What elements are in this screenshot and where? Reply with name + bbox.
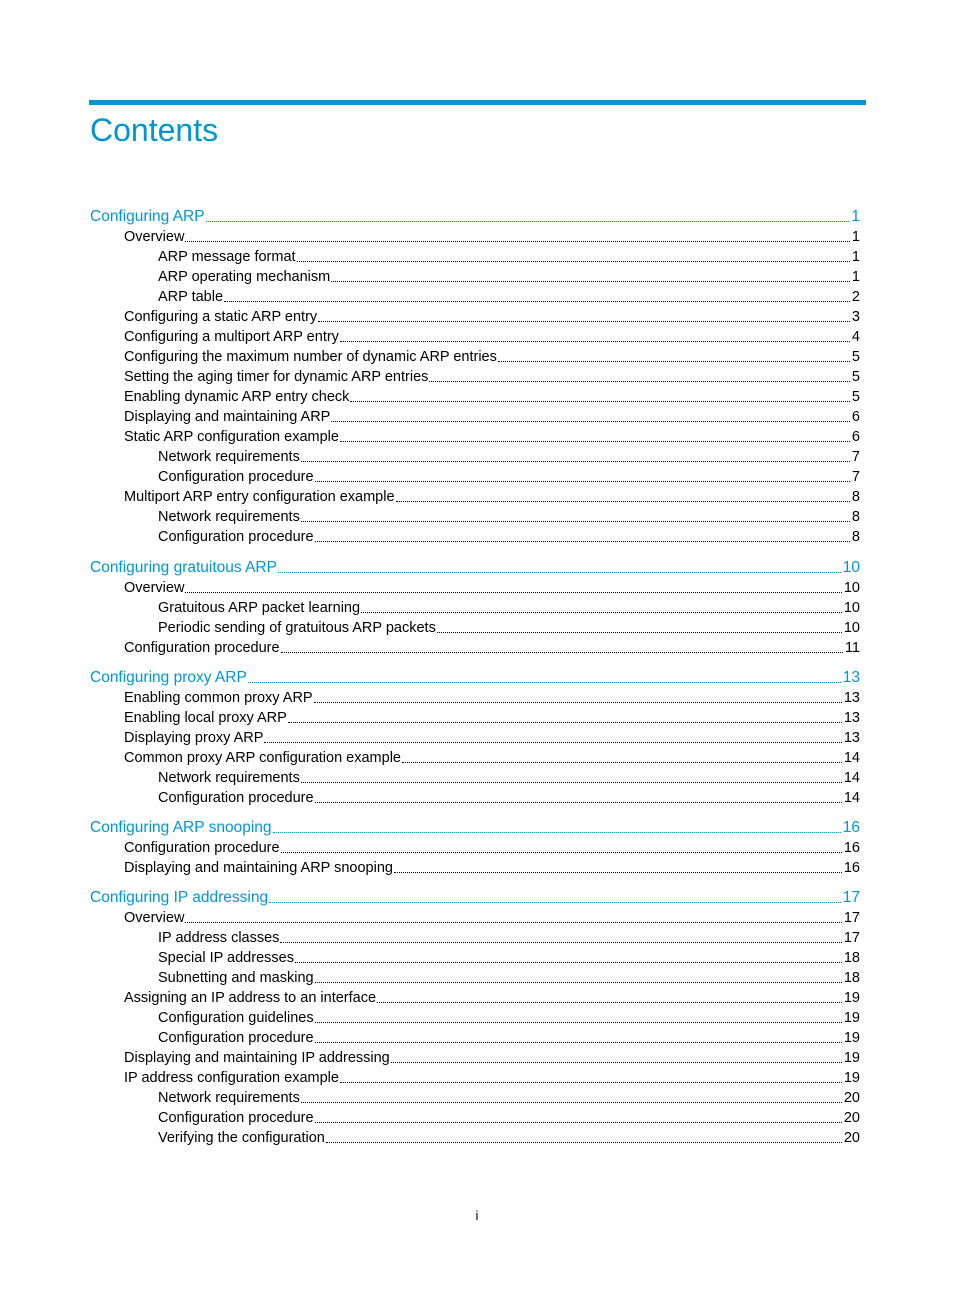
toc-entry-page-number: 19: [843, 1050, 860, 1066]
dot-leader: [315, 801, 842, 803]
toc-entry-level3[interactable]: [158, 788, 860, 808]
toc-entry-page-number: 13: [842, 669, 860, 686]
toc-entry-level3[interactable]: [158, 1028, 860, 1048]
toc-entry-level3[interactable]: [158, 928, 860, 948]
dot-leader: [288, 721, 842, 723]
toc-entry-title: Network requirements: [158, 449, 300, 465]
toc-entry-level3[interactable]: [158, 948, 860, 968]
toc-entry-level3[interactable]: [158, 447, 860, 467]
dot-leader: [295, 961, 842, 963]
dot-leader: [269, 901, 841, 903]
dot-leader: [391, 1061, 842, 1063]
toc-entry-level2[interactable]: [124, 908, 860, 928]
dot-leader: [437, 631, 842, 633]
toc-entry-page-number: 16: [843, 860, 860, 876]
toc-entry-page-number: 13: [843, 730, 860, 746]
dot-leader: [402, 761, 842, 763]
toc-entry-title: Verifying the configuration: [158, 1130, 325, 1146]
toc-entry-page-number: 1: [851, 249, 860, 265]
toc-entry-level1[interactable]: [90, 888, 860, 908]
dot-leader: [264, 741, 841, 743]
toc-entry-title: Configuration procedure: [158, 529, 314, 545]
dot-leader: [315, 1021, 842, 1023]
toc-entry-page-number: 5: [851, 349, 860, 365]
toc-entry-page-number: 10: [842, 559, 860, 576]
toc-entry-page-number: 5: [851, 389, 860, 405]
toc-entry-level3[interactable]: [158, 768, 860, 788]
toc-entry-level3[interactable]: [158, 527, 860, 547]
toc-entry-level2[interactable]: [124, 387, 860, 407]
toc-entry-level3[interactable]: [158, 287, 860, 307]
toc-entry-title: Special IP addresses: [158, 950, 294, 966]
toc-entry-title: Subnetting and masking: [158, 970, 314, 986]
page-number: i: [475, 1208, 479, 1223]
toc-entry-level2[interactable]: [124, 1068, 860, 1088]
dot-leader: [185, 240, 849, 242]
page-title: Contents: [90, 112, 219, 148]
toc-entry-level3[interactable]: [158, 618, 860, 638]
dot-leader: [318, 320, 850, 322]
toc-entry-level3[interactable]: [158, 247, 860, 267]
toc-entry-page-number: 14: [843, 750, 860, 766]
toc-entry-level3[interactable]: [158, 507, 860, 527]
dot-leader: [315, 540, 850, 542]
dot-leader: [297, 260, 850, 262]
toc-entry-page-number: 2: [851, 289, 860, 305]
toc-entry-title: Enabling local proxy ARP: [124, 710, 287, 726]
toc-entry-level3[interactable]: [158, 1088, 860, 1108]
toc-entry-title: Static ARP configuration example: [124, 429, 339, 445]
dot-leader: [429, 380, 850, 382]
toc-entry-page-number: 18: [843, 970, 860, 986]
toc-entry-level3[interactable]: [158, 1108, 860, 1128]
toc-entry-page-number: 10: [843, 600, 860, 616]
toc-entry-level2[interactable]: [124, 748, 860, 768]
toc-entry-title: Configuration procedure: [158, 1110, 314, 1126]
dot-leader: [185, 921, 841, 923]
toc-entry-level1[interactable]: [90, 207, 860, 227]
toc-entry-page-number: 20: [843, 1090, 860, 1106]
toc-entry-page-number: 3: [851, 309, 860, 325]
toc-entry-page-number: 20: [843, 1110, 860, 1126]
toc-entry-level2[interactable]: [124, 307, 860, 327]
toc-entry-page-number: 16: [842, 819, 860, 836]
dot-leader: [206, 220, 850, 222]
toc-entry-page-number: 7: [851, 449, 860, 465]
toc-entry-page-number: 18: [843, 950, 860, 966]
toc-entry-level2[interactable]: [124, 578, 860, 598]
toc-entry-level3[interactable]: [158, 1128, 860, 1148]
toc-entry-title: Configuring proxy ARP: [90, 669, 247, 686]
toc-entry-title: Configuration procedure: [158, 469, 314, 485]
toc-entry-page-number: 19: [843, 990, 860, 1006]
toc-entry-page-number: 13: [843, 710, 860, 726]
toc-entry-page-number: 20: [843, 1130, 860, 1146]
toc-entry-title: Configuration guidelines: [158, 1010, 314, 1026]
toc-entry-title: Common proxy ARP configuration example: [124, 750, 401, 766]
toc-entry-level2[interactable]: [124, 427, 860, 447]
toc-entry-level3[interactable]: [158, 267, 860, 287]
toc-entry-title: Configuring ARP: [90, 208, 205, 225]
toc-entry-level3[interactable]: [158, 598, 860, 618]
dot-leader: [185, 591, 841, 593]
toc-entry-page-number: 19: [843, 1030, 860, 1046]
toc-entry-title: ARP table: [158, 289, 224, 305]
toc-entry-title: Assigning an IP address to an interface: [124, 990, 377, 1006]
toc-entry-title: Enabling common proxy ARP: [124, 690, 313, 706]
toc-entry-title: Configuring a multiport ARP entry: [124, 329, 339, 345]
dot-leader: [377, 1001, 842, 1003]
toc-entry-page-number: 7: [851, 469, 860, 485]
toc-entry-level2[interactable]: [124, 708, 860, 728]
toc-entry-title: Configuring the maximum number of dynamic ARP entries: [124, 349, 497, 365]
dot-leader: [315, 1121, 842, 1123]
toc-entry-page-number: 14: [843, 790, 860, 806]
toc-entry-title: Configuration procedure: [158, 1030, 314, 1046]
dot-leader: [340, 440, 850, 442]
toc-entry-level2[interactable]: [124, 487, 860, 507]
toc-entry-title: Displaying and maintaining ARP: [124, 409, 331, 425]
dot-leader: [280, 941, 841, 943]
dot-leader: [396, 500, 850, 502]
dot-leader: [301, 520, 850, 522]
toc-entry-page-number: 17: [843, 910, 860, 926]
toc-entry-level2[interactable]: [124, 327, 860, 347]
toc-entry-page-number: 1: [851, 208, 860, 225]
toc-entry-page-number: 14: [843, 770, 860, 786]
dot-leader: [301, 1101, 842, 1103]
toc-entry-title: Network requirements: [158, 509, 300, 525]
toc-entry-title: Displaying and maintaining IP addressing: [124, 1050, 390, 1066]
dot-leader: [331, 420, 850, 422]
toc-entry-title: Overview: [124, 580, 185, 596]
toc-entry-page-number: 19: [843, 1010, 860, 1026]
toc-entry-page-number: 10: [843, 580, 860, 596]
toc-entry-title: Network requirements: [158, 770, 300, 786]
toc-entry-level2[interactable]: [124, 1048, 860, 1068]
toc-entry-page-number: 6: [851, 409, 860, 425]
dot-leader: [315, 981, 842, 983]
toc-entry-title: IP address classes: [158, 930, 280, 946]
toc-entry-page-number: 17: [843, 930, 860, 946]
dot-leader: [314, 701, 842, 703]
toc-entry-title: IP address configuration example: [124, 1070, 339, 1086]
toc-entry-page-number: 1: [851, 269, 860, 285]
toc-entry-title: Overview: [124, 910, 185, 926]
toc-entry-title: Configuration procedure: [124, 840, 280, 856]
toc-entry-level1[interactable]: [90, 818, 860, 838]
toc-entry-title: Configuring a static ARP entry: [124, 309, 318, 325]
toc-entry-level2[interactable]: [124, 367, 860, 387]
toc-entry-title: Setting the aging timer for dynamic ARP entries: [124, 369, 429, 385]
dot-leader: [301, 781, 842, 783]
toc-entry-title: Configuring gratuitous ARP: [90, 559, 277, 576]
dot-leader: [248, 681, 841, 683]
toc-entry-level2[interactable]: [124, 407, 860, 427]
toc-entry-page-number: 17: [842, 889, 860, 906]
dot-leader: [315, 1041, 842, 1043]
toc-entry-title: Configuration procedure: [124, 640, 280, 656]
toc-entry-level3[interactable]: [158, 968, 860, 988]
toc-entry-title: Gratuitous ARP packet learning: [158, 600, 361, 616]
dot-leader: [394, 871, 842, 873]
toc-entry-page-number: 19: [843, 1070, 860, 1086]
toc-entry-page-number: 4: [851, 329, 860, 345]
toc-entry-level2[interactable]: [124, 347, 860, 367]
toc-entry-page-number: 5: [851, 369, 860, 385]
toc-entry-page-number: 16: [843, 840, 860, 856]
toc-entry-title: ARP operating mechanism: [158, 269, 331, 285]
dot-leader: [301, 460, 850, 462]
toc-entry-page-number: 10: [843, 620, 860, 636]
dot-leader: [340, 340, 850, 342]
toc-entry-title: Configuring IP addressing: [90, 889, 269, 906]
toc-entry-level2[interactable]: [124, 988, 860, 1008]
toc-entry-title: Overview: [124, 229, 185, 245]
dot-leader: [350, 400, 850, 402]
toc-entry-page-number: 11: [844, 640, 860, 656]
toc-entry-title: Enabling dynamic ARP entry check: [124, 389, 350, 405]
toc-entry-title: Configuration procedure: [158, 790, 314, 806]
dot-leader: [315, 480, 850, 482]
toc-entry-title: Configuring ARP snooping: [90, 819, 272, 836]
toc-entry-level1[interactable]: [90, 558, 860, 578]
dot-leader: [281, 651, 843, 653]
toc-entry-title: Multiport ARP entry configuration example: [124, 489, 395, 505]
toc-entry-level2[interactable]: [124, 688, 860, 708]
dot-leader: [326, 1141, 842, 1143]
toc-entry-page-number: 13: [843, 690, 860, 706]
toc-entry-level2[interactable]: [124, 638, 860, 658]
toc-entry-page-number: 1: [851, 229, 860, 245]
toc-entry-title: ARP message format: [158, 249, 296, 265]
dot-leader: [331, 280, 850, 282]
dot-leader: [278, 571, 841, 573]
toc-entry-title: Periodic sending of gratuitous ARP packets: [158, 620, 436, 636]
toc-entry-page-number: 8: [851, 509, 860, 525]
dot-leader: [340, 1081, 842, 1083]
dot-leader: [361, 611, 842, 613]
toc-entry-page-number: 6: [851, 429, 860, 445]
dot-leader: [224, 300, 850, 302]
dot-leader: [498, 360, 850, 362]
toc-entry-level1[interactable]: [90, 668, 860, 688]
toc-entry-title: Displaying and maintaining ARP snooping: [124, 860, 393, 876]
dot-leader: [281, 851, 842, 853]
toc-entry-page-number: 8: [851, 529, 860, 545]
toc-entry-level3[interactable]: [158, 1008, 860, 1028]
toc-entry-level2[interactable]: [124, 838, 860, 858]
dot-leader: [273, 831, 841, 833]
toc-entry-level3[interactable]: [158, 467, 860, 487]
toc-entry-title: Displaying proxy ARP: [124, 730, 264, 746]
toc-entry-level2[interactable]: [124, 227, 860, 247]
toc-entry-level2[interactable]: [124, 728, 860, 748]
toc-entry-page-number: 8: [851, 489, 860, 505]
toc-entry-level2[interactable]: [124, 858, 860, 878]
toc-entry-title: Network requirements: [158, 1090, 300, 1106]
